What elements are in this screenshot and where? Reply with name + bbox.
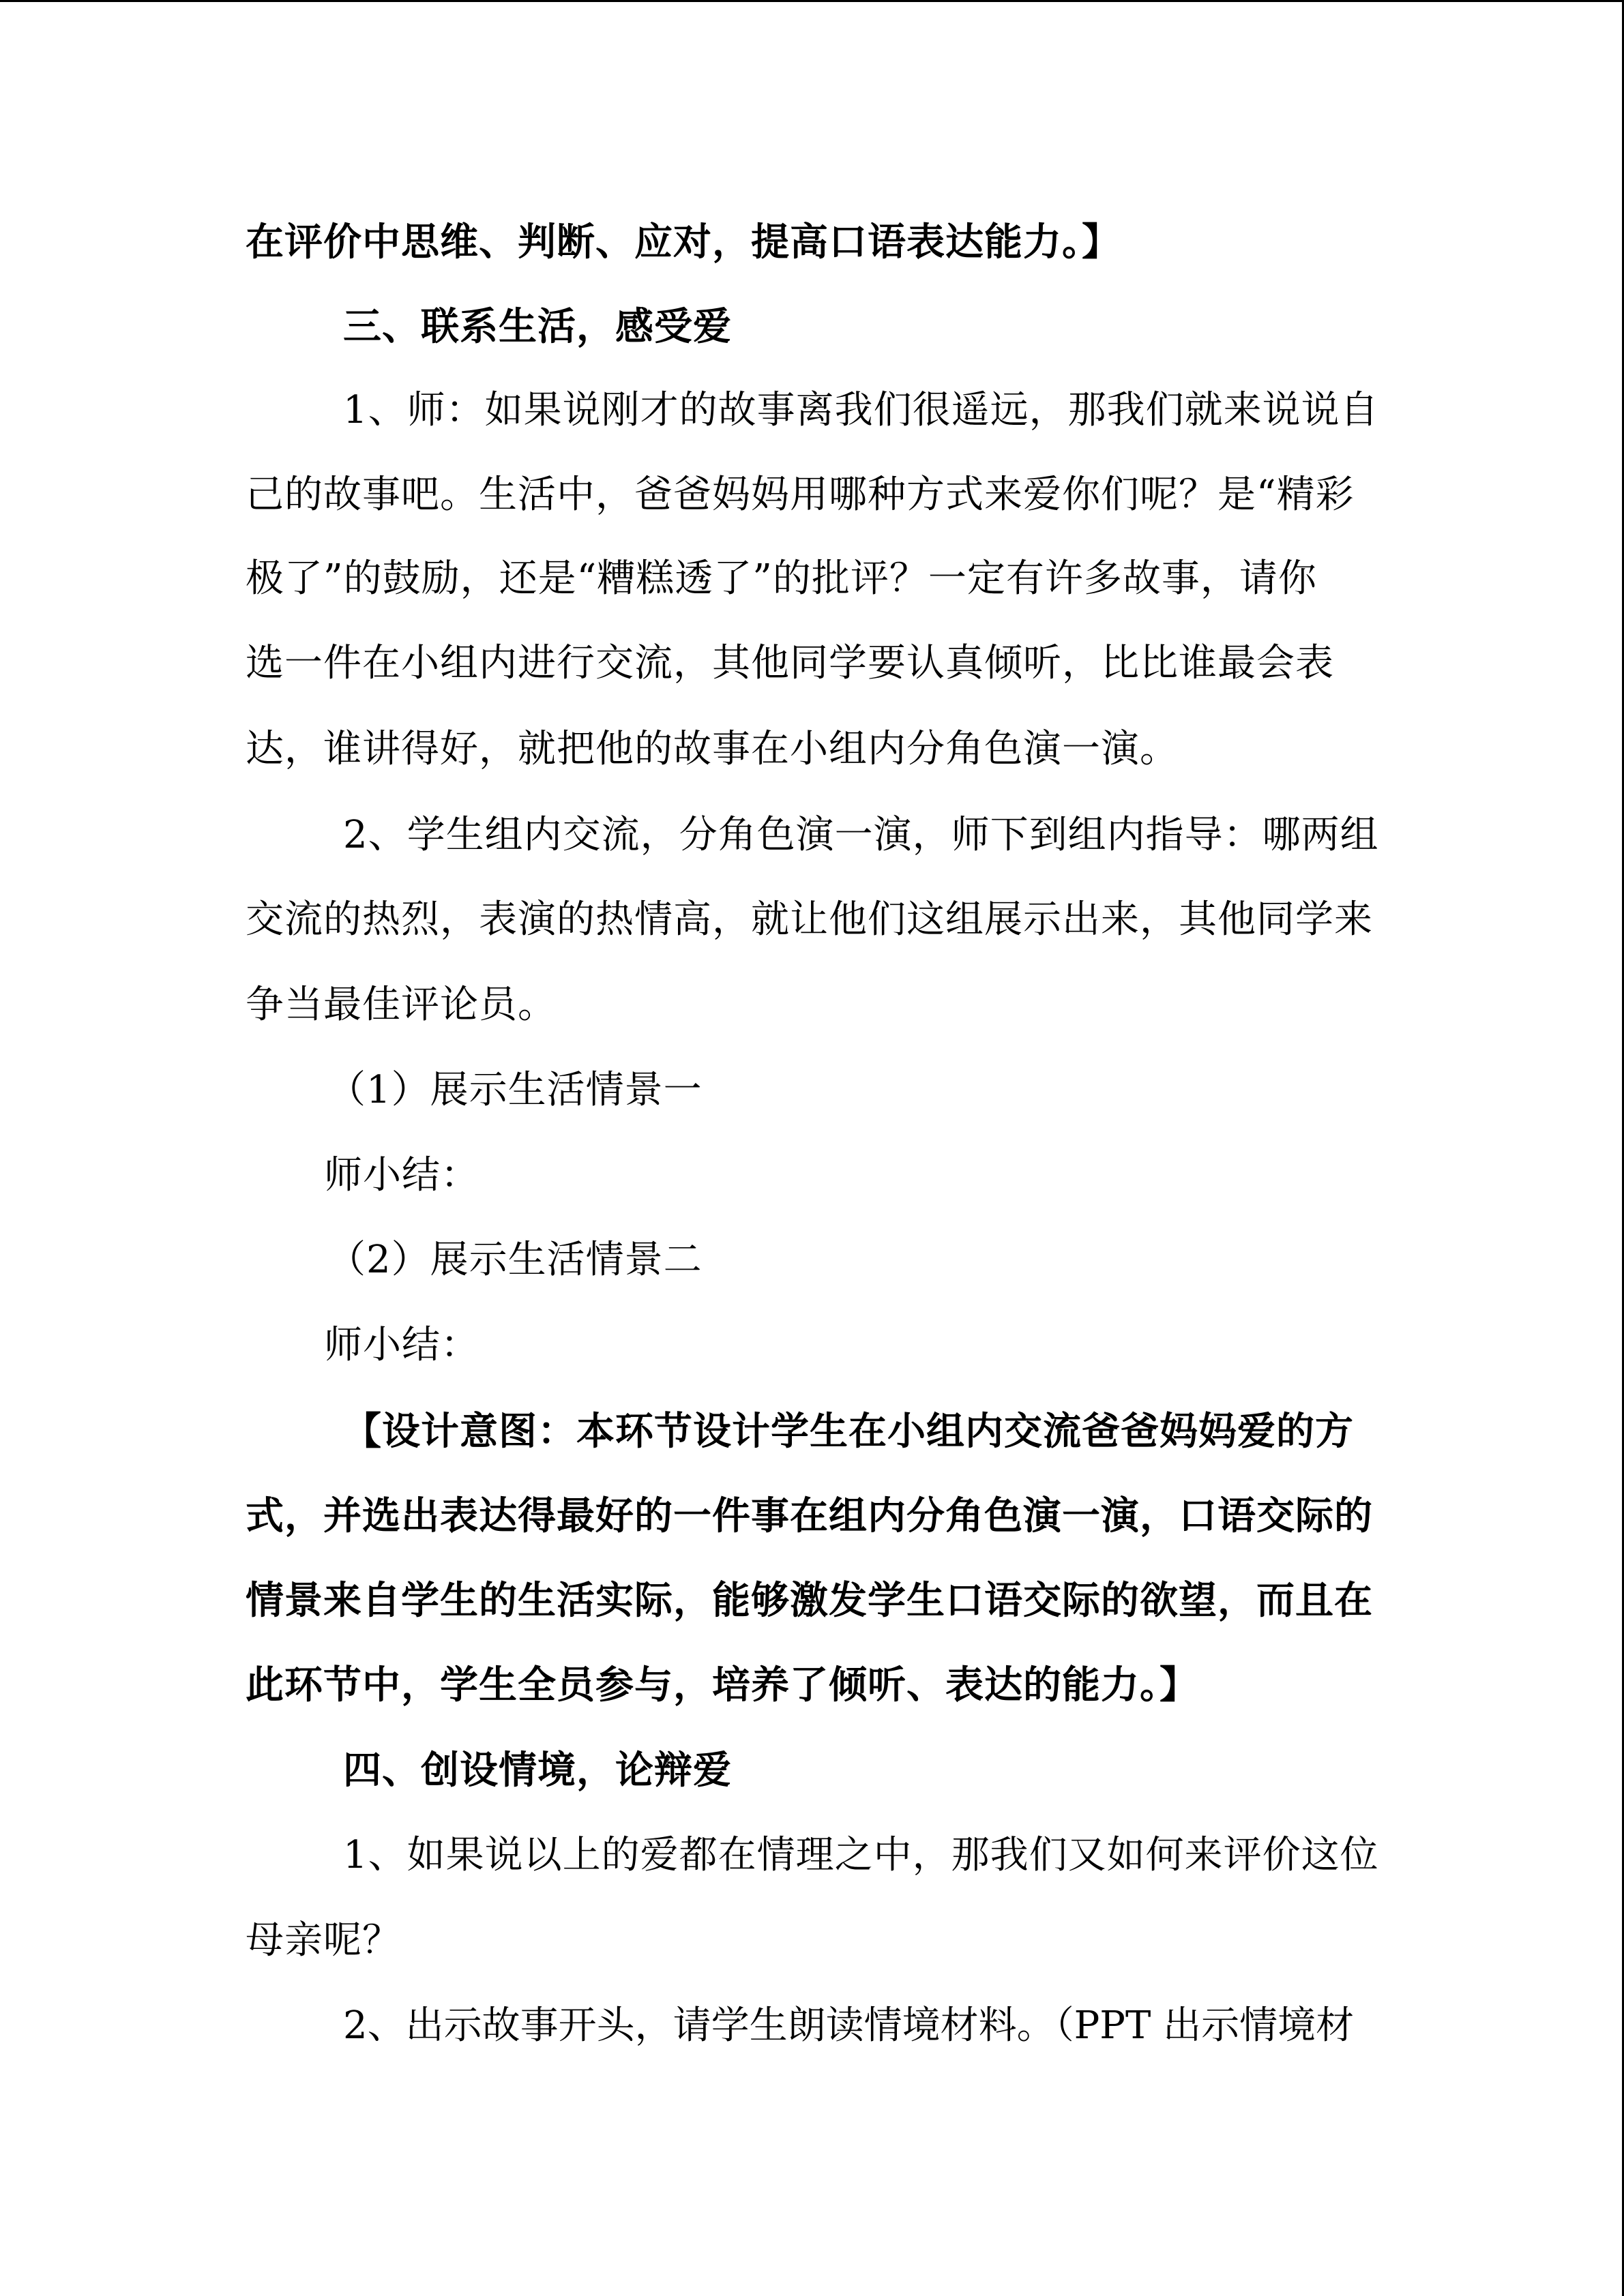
page-top-border — [0, 0, 1624, 2]
paragraph-line: 1、师：如果说刚才的故事离我们很遥远，那我们就来说说自 — [343, 388, 1379, 432]
paragraph-line: 2、出示故事开头，请学生朗读情境材料。（PPT 出示情境材 — [343, 2003, 1355, 2048]
paragraph-line: 己的故事吧。生活中，爸爸妈妈用哪种方式来爱你们呢？是“精彩 — [246, 473, 1355, 517]
paragraph-line: 2、学生组内交流，分角色演一演，师下到组内指导：哪两组 — [343, 813, 1379, 857]
section-heading-three: 三、联系生活，感受爱 — [343, 304, 732, 349]
design-intent-line: 【设计意图：本环节设计学生在小组内交流爸爸妈妈爱的方 — [343, 1409, 1354, 1454]
design-intent-line: 式，并选出表达得最好的一件事在组内分角色演一演，口语交际的 — [246, 1493, 1373, 1538]
paragraph-line: 达，谁讲得好，就把他的故事在小组内分角色演一演。 — [246, 727, 1179, 771]
paragraph-line: 交流的热烈，表演的热情高，就让他们这组展示出来，其他同学来 — [246, 897, 1373, 942]
scenario-one-label: （1）展示生活情景一 — [327, 1068, 703, 1112]
scenario-two-label: （2）展示生活情景二 — [327, 1238, 703, 1282]
section-heading-four: 四、创设情境，论辩爱 — [343, 1748, 732, 1793]
paragraph-line: 极了”的鼓励，还是“糟糕透了”的批评？一定有许多故事，请你 — [246, 556, 1317, 601]
design-intent-closing-line: 在评价中思维、判断、应对，提高口语表达能力。】 — [246, 220, 1121, 265]
paragraph-line: 1、如果说以上的爱都在情理之中，那我们又如何来评价这位 — [343, 1833, 1379, 1877]
paragraph-line: 争当最佳评论员。 — [246, 983, 557, 1027]
design-intent-line: 情景来自学生的生活实际，能够激发学生口语交际的欲望，而且在 — [246, 1578, 1373, 1623]
design-intent-line: 此环节中，学生全员参与，培养了倾听、表达的能力。】 — [246, 1663, 1198, 1708]
teacher-summary-label: 师小结： — [324, 1323, 479, 1367]
teacher-summary-label: 师小结： — [324, 1153, 479, 1197]
paragraph-line: 选一件在小组内进行交流，其他同学要认真倾听，比比谁最会表 — [246, 641, 1334, 685]
paragraph-line: 母亲呢？ — [246, 1918, 401, 1963]
